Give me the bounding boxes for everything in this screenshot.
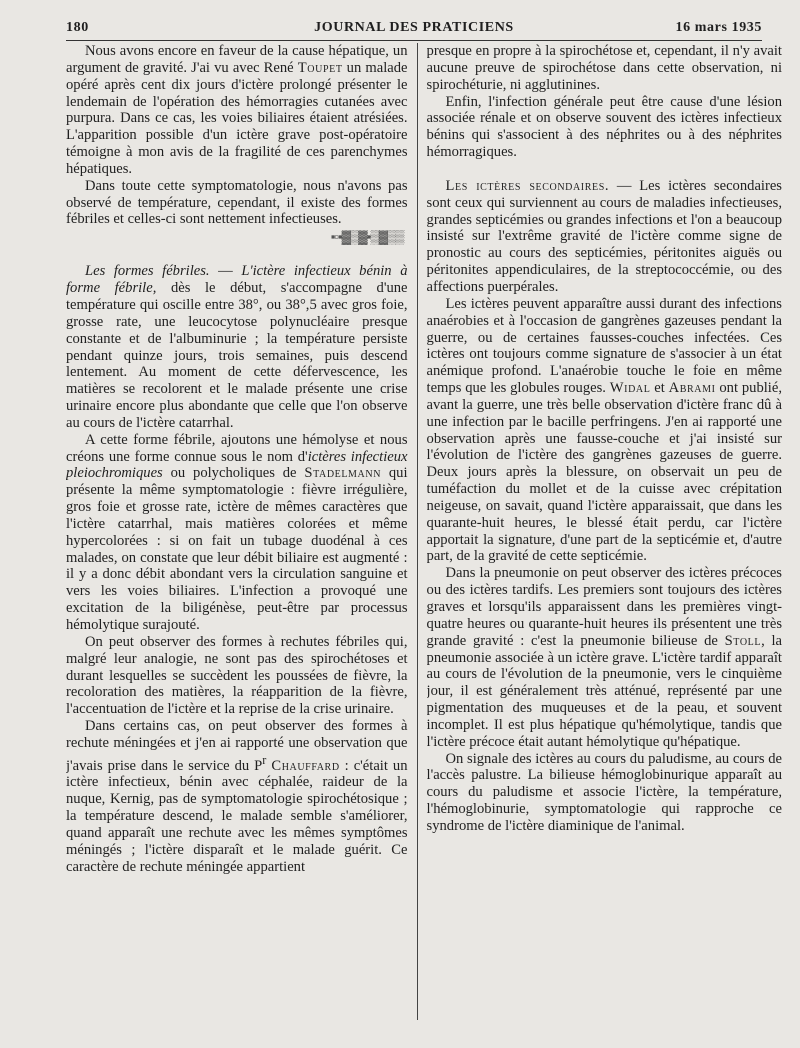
author-name: Chauffard [271,757,340,774]
section-title: Les ictères secondaires. [445,177,610,194]
paragraph: On peut observer des formes à rechutes fébriles qui, malgré leur analogie, ne sont pas des spirochétoses et durant lesquelles se succèdent les poussées de fièvre, la recoloration des matières, la réapparition de la fièvre, l'accentuation de l'ictère et la reprise de la crise urinaire. [66,633,408,718]
right-column [427,43,782,1020]
left-column [66,43,408,1020]
term: L'ictère infectieux bénin à forme fébrile, [66,263,408,297]
section-paragraph: Les ictères secondaires. — Les ictères secondaires sont ceux qui surviennent au cours de maladies infectieuses, grandes septicémies ou grandes infections et l'on a beaucoup insisté sur l'extrême gravité de l'ictère comme signe de pronostic au cours des septicémies, péritonites aiguës ou péritonites appendiculaires, de la streptococcémie, ou des affections puerpérales. [426,177,782,295]
page-number: 180 [66,20,89,35]
paragraph: Dans toute cette symptomatologie, nous n'avons pas observé de température, cependant, il existe des formes fébriles et celles-ci sont nettement infectieuses. [66,177,408,228]
author-name: Toupet [297,59,343,76]
text-columns [66,43,782,1020]
issue-date: 16 mars 1935 [675,20,762,35]
paragraph: Nous avons encore en faveur de la cause hépatique, un argument de gravité. J'ai vu avec René Toupet un malade opéré après cent dix jours d'ictère prolongé présenter le lendemain de l'opération des hémorragies cutanées avec purpura. Dans ce cas, les voies biliaires étaient atrésiées. L'apparition possible d'un ictère grave post-opératoire témoigne à mon avis de la fragilité de ces parenchymes hépatiques. [66,43,408,177]
running-header [66,16,762,41]
paragraph: Les ictères peuvent apparaître aussi durant des infections anaérobies et à l'occasion de gangrènes gazeuses pendant la guerre, ou de certaines fausses-couches infectées. Ces ictères ont toujours comme signature de s'associer à un état anémique profond. L'anaérobie touche le foie en même temps que les globules rouges. Widal et Abrami ont publié, avant la guerre, une très belle observation d'ictère franc dû à une infection par le bacille perfringens. J'en ai rapporté une observation après une fausse-couche et j'ai insisté sur l'évolution de l'ictère des gangrènes gazeuses de guerre. Deux jours après la blessure, on observait un peu de tuméfaction du mollet et de la cuisse avec crépitation neigeuse, on savait, quand l'ictère apparaissait, que dans les quarante-huit heures, le blessé était perdu, car l'ictère apportait la signature, d'une part de la septicémie et, d'autre part, de la gravité de cette septicémie. [426,295,782,565]
paragraph: On signale des ictères au cours du paludisme, au cours de l'accès palustre. La bilieuse hémoglobinurique apparaît au cours du paludisme et associe l'ictère, la température, l'hémoglobinurie, symptomatologie qui rapproche ce syndrome de l'ictère diaminique de l'animal. [426,750,782,834]
section-paragraph: Les formes fébriles. — L'ictère infectieux bénin à forme fébrile, dès le début, s'accompagne d'une température qui oscille entre 38°, ou 38°,5 avec gros foie, grosse rate, une leucocytose polynucléaire presque constante et de l'albuminurie ; la température persiste pendant quinze jours, trois semaines, puis descend lentement. Au moment de cette défervescence, les matières se recolorent et le malade présente une crise urinaire encore plus abondante que celle que l'on observe au cours de l'ictère catarrhal. [66,263,408,431]
author-name: Widal [609,380,651,397]
paragraph: Dans la pneumonie on peut observer des ictères précoces ou des ictères tardifs. Les premiers sont toujours des ictères graves et lorsqu'ils apparaissent dans les premières vingt-quatre heures ou quarante-huit heures ils présentent une très grande gravité : c'est la pneumonie bilieuse de Stoll, la pneumonie associée à un ictère grave. L'ictère tardif apparaît au cours de l'évolution de la pneumonie, vers le cinquième jour, il est généralement très atténué, représenté par une pigmentation des muqueuses et de la peau, et souvent incomplet. Il est plus hépatique qu'hémolytique, tandis que l'ictère précoce était autant hémolytique qu'hépatique. [426,565,782,750]
journal-title: JOURNAL DES PRATICIENS [314,20,514,35]
decorative-flourish: ▪▫▪▓▒▓▪▒▓▒▒ [330,229,404,245]
term: ictères infectieux pleiochromiques [66,448,408,482]
section-title: Les formes fébriles. [84,263,210,280]
author-name: Stadelmann [304,465,382,482]
column-rule [417,43,418,1020]
paragraph: Dans certains cas, on peut observer des formes à rechute méningées et j'en ai rapporté une observation que j'avais prise dans le service du $P^r$ Chauffard : c'était un ictère infectieux, bénin avec céphalée, raideur de la nuque, Kernig, pas de symptomatologie spirochétosique ; la température descend, le malade semble s'améliorer, quand apparaît une rechute avec les mêmes symptômes méningés ; l'ictère disparaît et le malade guérit. Ce caractère de rechute méningée appartient [66,718,408,875]
paragraph: Enfin, l'infection générale peut être cause d'une lésion associée rénale et on observe souvent des ictères infectieux bénins qui s'associent à des néphrites ou à des néphrites hémorragiques. [426,93,782,161]
author-name: Abrami [668,380,716,397]
author-name: Stoll [724,632,762,649]
paragraph: A cette forme fébrile, ajoutons une hémolyse et nous créons une forme connue sous le nom d'ictères infectieux pleiochromiques ou polycholiques de Stadelmann qui présente la même symptomatologie : fièvre irrégulière, gros foie et grosse rate, ictère de mêmes caractères que l'ictère catarrhal, mais matières colorées et même hypercolorées : si on fait un tubage duodénal à ces malades, on constate que leur débit biliaire est augmenté : il y a donc débit abondant vers la circulation sanguine et vers les voies biliaires. L'infection a provoqué une excitation de la biligénèse, peut-être par processus hémolytique surajouté. [66,431,408,633]
paragraph: presque en propre à la spirochétose et, cependant, il n'y avait aucune preuve de spirochétose dans cette observation, ni spirochéturie, ni agglutinines. [426,43,782,93]
